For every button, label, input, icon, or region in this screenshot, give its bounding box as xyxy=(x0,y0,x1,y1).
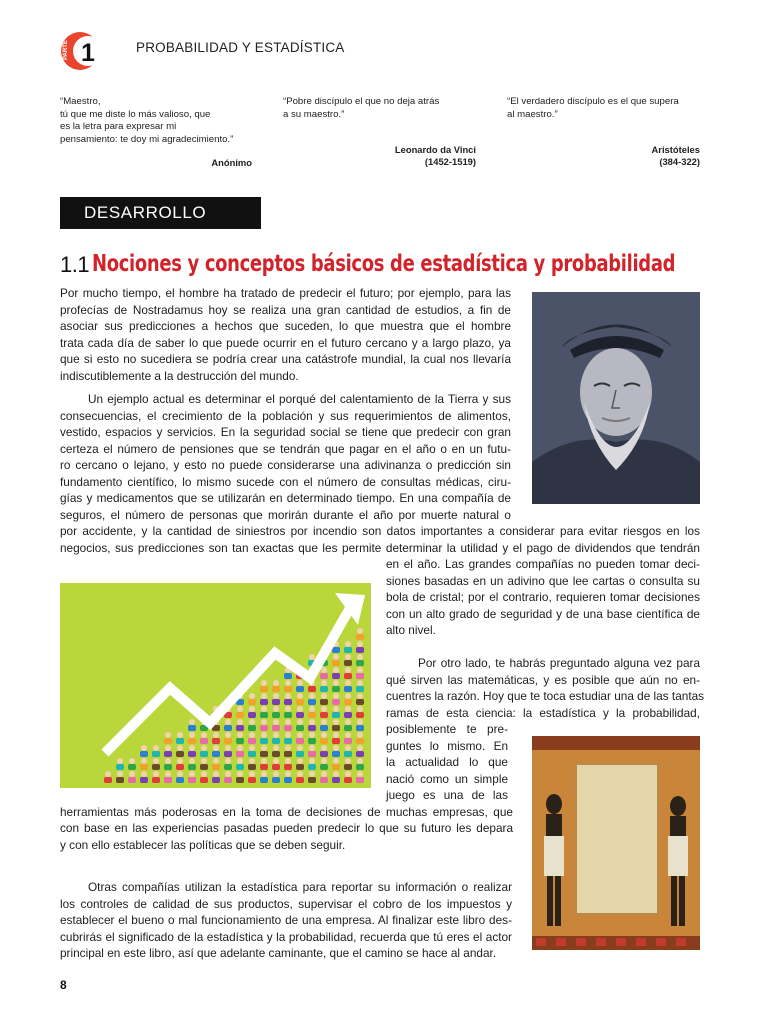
body-text-line: Por otro lado, te habrás preguntado alguna vez para xyxy=(418,656,700,670)
body-text-line: consecuencias, el crecimiento de la población y sus requerimientos de alimentos, xyxy=(60,408,511,423)
body-text-line: posiblemente te pre- xyxy=(386,722,508,736)
body-text-line: guntes lo mismo. En xyxy=(386,738,508,753)
quote-3-author: Aristóteles (384-322) xyxy=(651,144,700,168)
body-text-line: juego es una de las xyxy=(386,788,508,802)
body-text-line: con un alto grado de seguridad y de una base científica de xyxy=(386,606,700,621)
body-text-line: certeza el número de pensiones que se tendrán que pagar en el año o en un futu- xyxy=(60,441,511,456)
body-text-line: qué sirven las matemáticas, y es posible que aún no en- xyxy=(386,672,700,687)
body-text-line: los controles de calidad de sus productos, supervisar el cobro de los impuestos y xyxy=(60,896,512,911)
part-number: 1 xyxy=(81,39,95,67)
body-text-line: gías y medicamentos que se utilizarán en determinado tiempo. En una compañía de xyxy=(60,491,511,505)
body-text-line: la actualidad lo que xyxy=(386,755,508,769)
quote-2: “Pobre discípulo el que no deja atrás a su maestro.” xyxy=(283,96,440,120)
body-text-line: cubrirás el significado de la estadística y la probabilidad, recuerda que tú eres el actor xyxy=(60,929,512,944)
body-text-line: negocios, sus predicciones son tan exactas que les permite determinar la utilidad y el pago de dividendos que tendrán xyxy=(60,540,700,555)
body-text-line: bola de cristal; por el contrario, requieren tomar decisiones xyxy=(386,590,700,604)
section-title: Nociones y conceptos básicos de estadística y probabilidad xyxy=(92,251,676,277)
header-title: PROBABILIDAD Y ESTADÍSTICA xyxy=(136,40,345,55)
section-bar-label: DESARROLLO xyxy=(84,203,207,222)
body-text-line: herramientas más poderosas en la toma de decisiones de muchas empresas, que xyxy=(60,804,513,819)
body-text-line: indiscutiblemente a la destrucción del mundo. xyxy=(60,368,299,383)
egyptian-papyrus-image xyxy=(532,736,700,950)
body-text-line: en el año. Las grandes compañías no pueden tomar deci- xyxy=(386,557,700,571)
body-text-line: ro cercano o lejano, y esto no puede considerarse una adivinanza o predicción sin xyxy=(60,458,511,472)
section-number: 1.1 xyxy=(60,252,90,277)
quote-1: “Maestro, tú que me diste lo más valioso, que es la letra para expresar mi pensamiento: te doy mi agradecimiento.” xyxy=(60,96,234,145)
body-text-line: vestido, espacios y servicios. En la seguridad social se tiene que predecir con gran xyxy=(60,425,511,439)
body-text-line: siones basadas en un adivino que lee cartas o consulta su xyxy=(386,573,700,588)
body-text-line: alto nivel. xyxy=(386,623,436,637)
quote-1-author: Anónimo xyxy=(211,157,252,168)
body-text-line: trata cada día de saber lo que puede ocurrir en el futuro cercano y a largo plazo, ya xyxy=(60,335,511,350)
body-text-line: por accidente, y la cantidad de siniestros por incendio son datos importantes a considerar para evitar riesgos en los xyxy=(60,524,700,538)
nostradamus-portrait-image xyxy=(532,292,700,504)
body-text-line: nació como un simple xyxy=(386,771,508,786)
population-growth-illustration-image xyxy=(60,583,371,788)
body-text-line: con base en las experiencias pasadas pueden predecir lo que su futuro les depara xyxy=(60,821,513,835)
page-number: 8 xyxy=(60,978,67,992)
body-text-line: Por mucho tiempo, el hombre ha tratado de predecir el futuro; por ejemplo, para las xyxy=(60,286,511,300)
body-text-line: principal en este libro, así que adelante caminante, que el camino se hace al andar. xyxy=(60,946,497,960)
body-text-line: seguros, el número de personas que morirán durante el año por muerte natural o xyxy=(60,507,511,522)
body-text-line: fundamento científico, lo mismo sucede con el número de consultas médicas, ciru- xyxy=(60,474,511,489)
body-text-line: profecías de Nostradamus hoy se realiza una gran cantidad de estudios, a fin de xyxy=(60,302,511,317)
body-text-line: que si esto no sucediera se podría crear una catástrofe mundial, la cual nos llevaría xyxy=(60,352,511,366)
part-label: PARTE xyxy=(63,40,69,60)
body-text-line: asociar sus predicciones a hechos que suceden, lo que muestra que el hombre xyxy=(60,319,511,333)
part-badge xyxy=(58,30,104,72)
quote-2-author: Leonardo da Vinci (1452-1519) xyxy=(394,144,476,168)
quote-3: “El verdadero discípulo es el que supera al maestro.” xyxy=(507,96,679,120)
body-text-line: establecer el bueno o mal funcionamiento de una empresa. Al finalizar este libro des- xyxy=(60,913,512,927)
body-text-line: cuentres la razón. Hoy que te toca estudiar una de las tantas xyxy=(386,689,705,703)
body-text-line: ramas de esta ciencia: la estadística y la probabilidad, xyxy=(386,705,700,720)
body-text-line: Un ejemplo actual es determinar el porqué del calentamiento de la Tierra y sus xyxy=(88,392,511,406)
body-text-line: y con ello establecer las políticas que se deben seguir. xyxy=(60,837,346,852)
body-text-line: Otras compañías utilizan la estadística para reportar su información o realizar xyxy=(88,880,512,894)
